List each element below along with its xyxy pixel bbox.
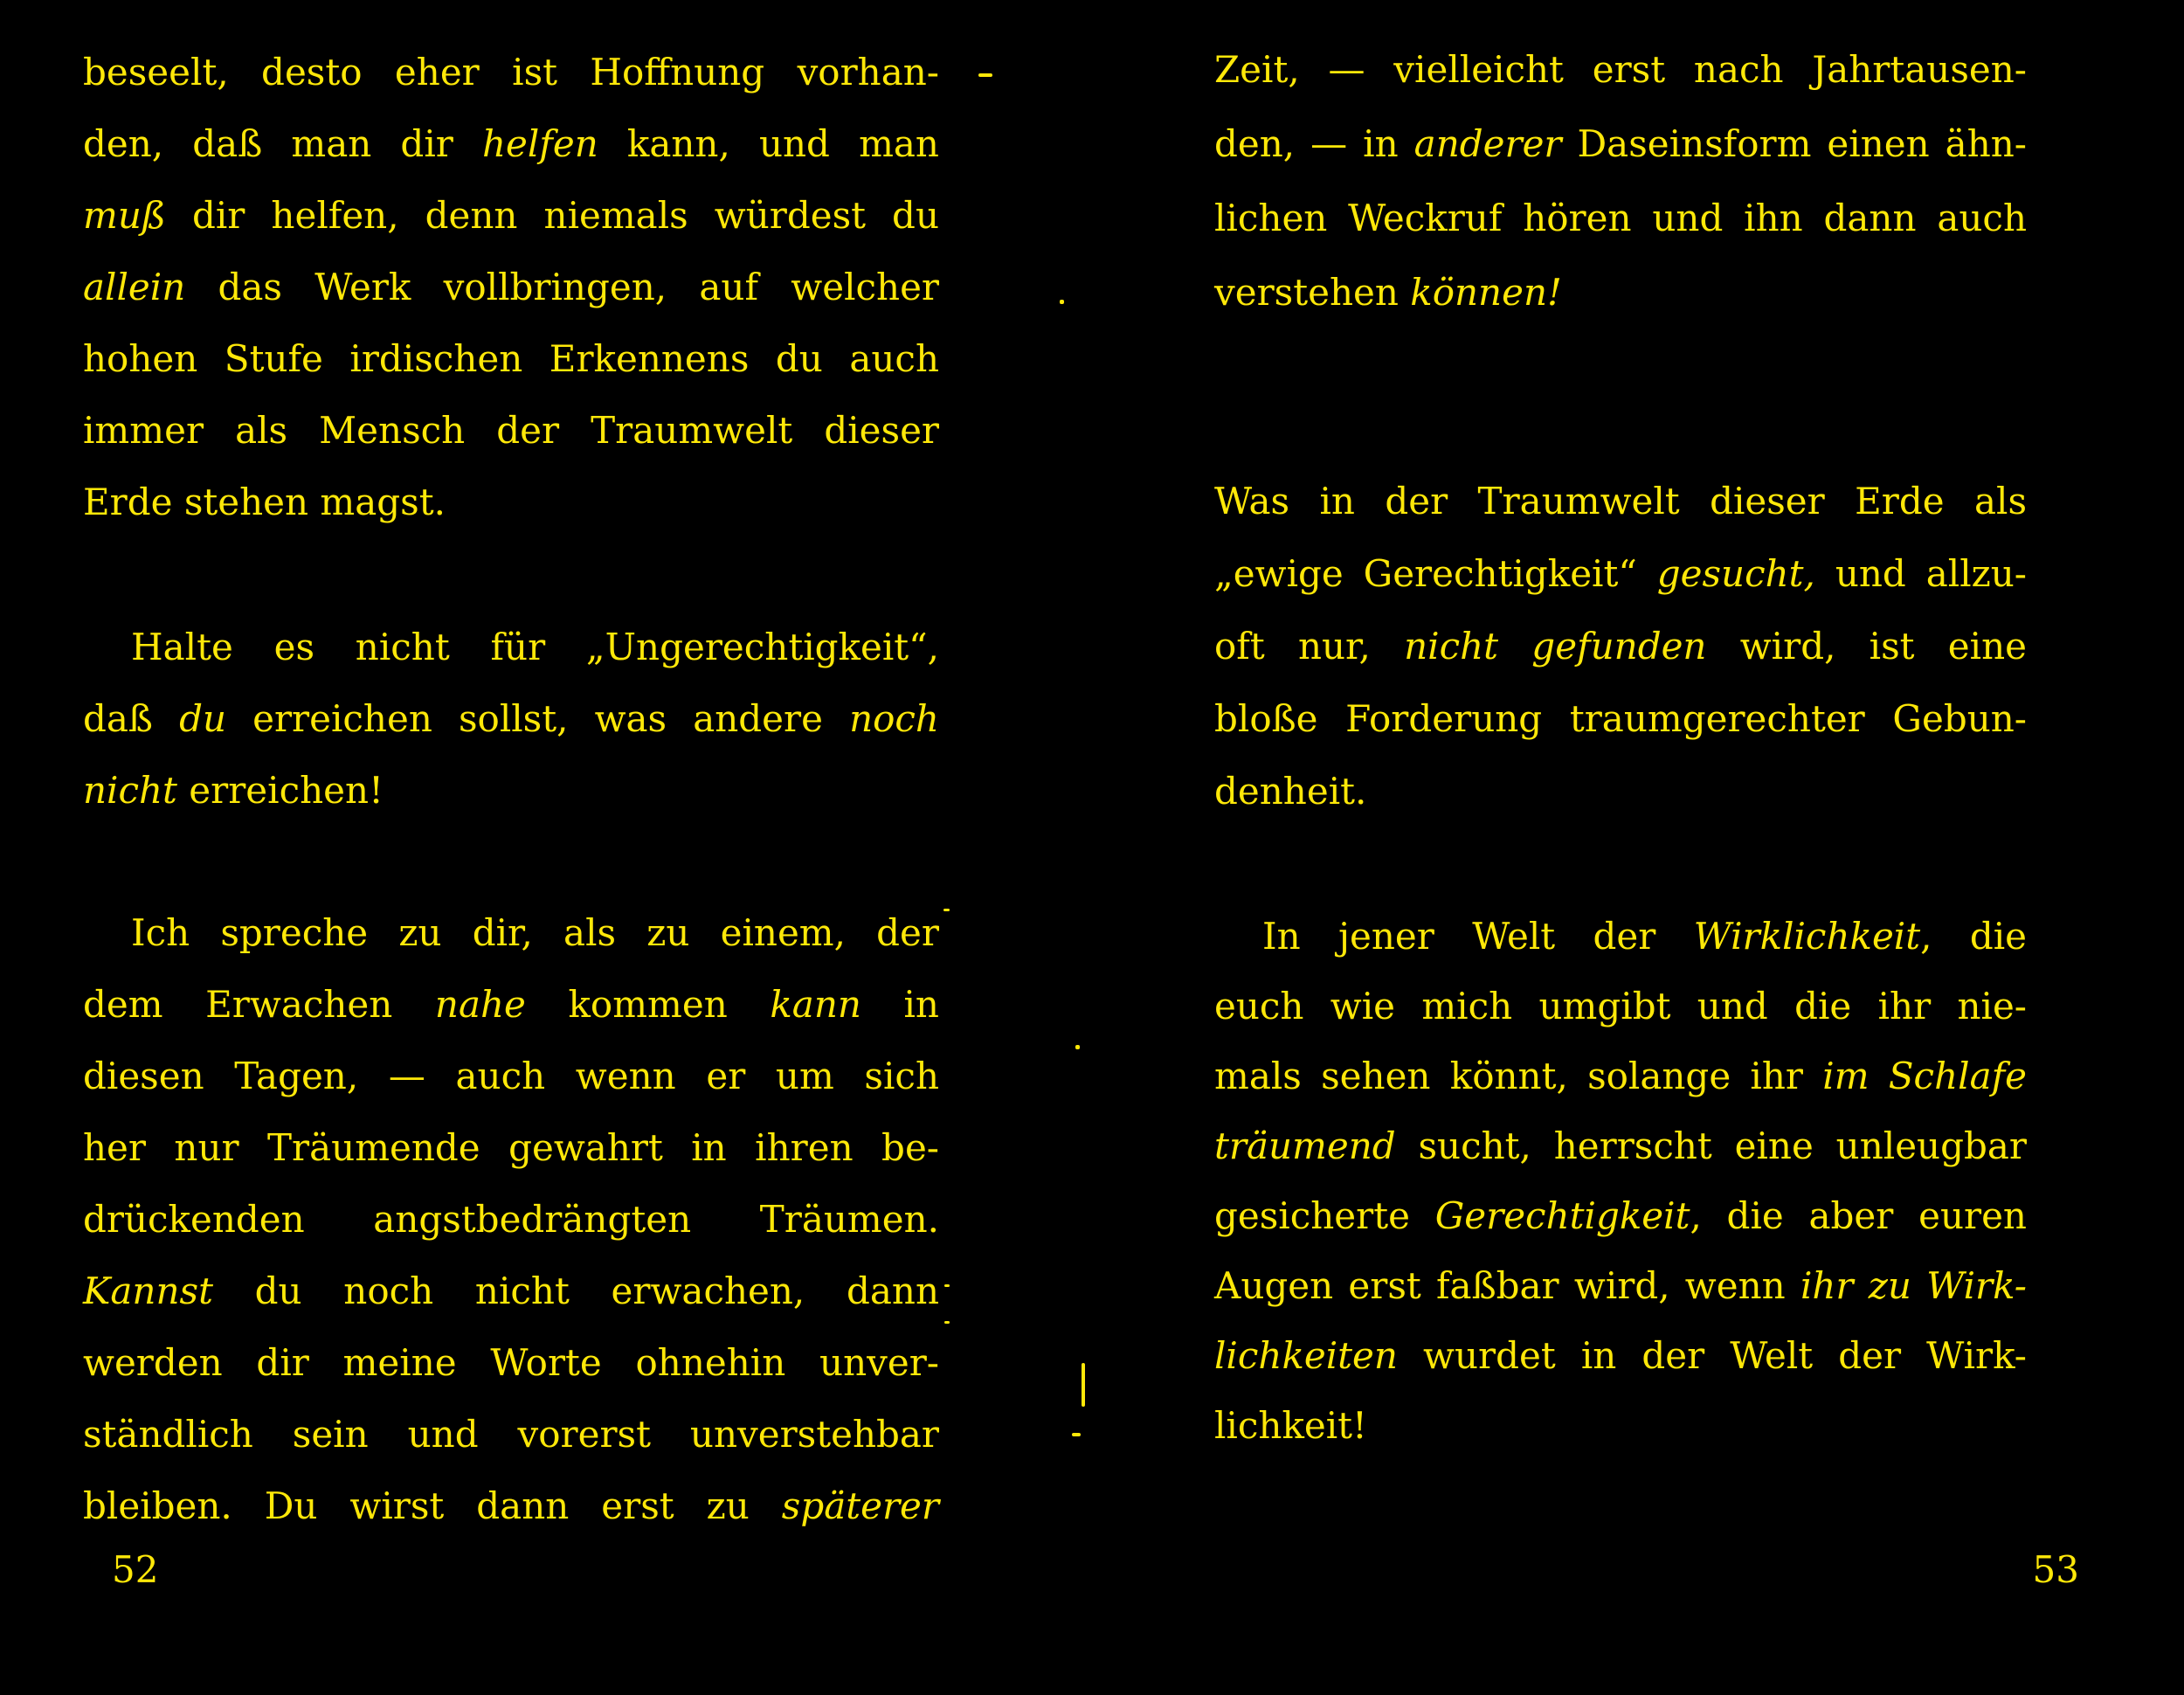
text-line: [83, 1327, 939, 1399]
emphasized-text: im Schlafe: [1822, 1055, 2028, 1097]
emphasized-text: Wirklichkeit: [1693, 915, 1921, 958]
text-run: kann, und man: [598, 122, 939, 165]
emphasized-text: allein: [83, 266, 186, 308]
text-line: [83, 108, 939, 180]
text-line: [1214, 1321, 2027, 1391]
text-run: mals sehen könnt, solange ihr: [1214, 1055, 1823, 1097]
text-line: [83, 1256, 939, 1327]
text-line: [83, 252, 939, 323]
text-line: [83, 180, 939, 252]
text-line: [1214, 610, 2027, 682]
emphasized-text: späterer: [781, 1484, 939, 1527]
text-run: „ewige Gerechtigkeit“: [1214, 552, 1657, 595]
text-run: drückenden angstbedrängten Träumen.: [83, 1198, 939, 1241]
paragraph: [1214, 465, 2027, 827]
emphasized-text: nahe: [434, 983, 526, 1026]
text-line: [83, 395, 939, 467]
text-run: den, — in: [1214, 122, 1414, 165]
left-page-number: 52: [112, 1548, 159, 1591]
emphasized-text: nicht: [83, 769, 177, 812]
paragraph: [1214, 32, 2027, 329]
text-line: [1214, 972, 2027, 1041]
text-run: bloße Forderung traumgerechter Gebun-: [1214, 697, 2027, 740]
text-run: ständlich sein und vorerst unverstehbar: [83, 1413, 939, 1456]
text-run: Halte es nicht für „Ungerechtigkeit“,: [131, 626, 939, 668]
scan-speck: [1075, 1045, 1080, 1049]
right-page-number: 53: [2032, 1548, 2079, 1591]
emphasized-text: träumend: [1214, 1124, 1396, 1167]
text-line: [1214, 1041, 2027, 1111]
emphasized-text: Gerechtigkeit: [1434, 1194, 1690, 1237]
text-run: kommen: [525, 983, 771, 1026]
paragraph: [1214, 902, 2027, 1461]
scan-speck: [944, 1284, 950, 1287]
paragraph: [83, 897, 939, 1542]
text-run: bleiben. Du wirst dann erst zu: [83, 1484, 782, 1527]
scan-speck: [1072, 1433, 1081, 1436]
text-line: [1214, 902, 2027, 972]
text-run: Erde stehen magst.: [83, 481, 446, 523]
scan-speck: [1060, 300, 1064, 304]
emphasized-text: Kannst: [83, 1270, 213, 1312]
text-run: den, daß man dir: [83, 122, 482, 165]
text-run: wird, ist eine: [1706, 625, 2027, 668]
text-line: [1214, 1111, 2027, 1181]
text-line: [83, 323, 939, 395]
right-page-column: [1214, 32, 2027, 1461]
text-run: hohen Stufe irdischen Erkennens du auch: [83, 337, 939, 380]
text-run: lichkeit!: [1214, 1404, 1367, 1447]
text-run: diesen Tagen, — auch wenn er um sich: [83, 1055, 939, 1097]
emphasized-text: noch: [849, 697, 939, 740]
text-line: [1214, 107, 2027, 181]
text-line: [83, 1470, 939, 1542]
left-page-column: [83, 37, 939, 1542]
text-line: [83, 1399, 939, 1470]
text-run: werden dir meine Worte ohnehin unver-: [83, 1341, 939, 1384]
text-line: [83, 969, 939, 1041]
text-line: [83, 612, 939, 683]
text-line: [83, 1041, 939, 1112]
text-run: euch wie mich umgibt und die ihr nie-: [1214, 985, 2027, 1027]
text-run: immer als Mensch der Traumwelt dieser: [83, 409, 939, 452]
emphasized-text: du: [179, 697, 227, 740]
text-run: in: [860, 983, 939, 1026]
paragraph: [83, 612, 939, 827]
text-line: [83, 467, 939, 538]
text-run: oft nur,: [1214, 625, 1405, 668]
emphasized-text: kann: [770, 983, 861, 1026]
emphasized-text: nicht gefunden: [1404, 625, 1707, 668]
emphasized-text: gesucht,: [1656, 552, 1815, 595]
scan-speck: [978, 73, 992, 77]
text-line: [83, 37, 939, 108]
text-run: dem Erwachen: [83, 983, 435, 1026]
text-line: [1214, 1251, 2027, 1321]
text-line: [1214, 32, 2027, 107]
text-run: Was in der Traumwelt dieser Erde als: [1214, 480, 2027, 522]
paragraph: [83, 37, 939, 538]
text-run: her nur Träumende gewahrt in ihren be-: [83, 1126, 939, 1169]
emphasized-text: helfen: [481, 122, 598, 165]
text-run: Zeit, — vielleicht erst nach Jahrtausen-: [1214, 48, 2027, 91]
text-line: [1214, 255, 2027, 329]
text-run: du noch nicht erwachen, dann: [212, 1270, 939, 1312]
scan-speck: [944, 1321, 950, 1324]
text-run: Augen erst faßbar wird, wenn: [1214, 1264, 1800, 1307]
text-run: und allzu-: [1814, 552, 2027, 595]
text-line: [1214, 537, 2027, 610]
text-run: denheit.: [1214, 770, 1367, 813]
text-line: [83, 1112, 939, 1184]
text-line: [1214, 181, 2027, 255]
emphasized-text: lichkeiten: [1214, 1334, 1398, 1377]
text-run: Ich spreche zu dir, als zu einem, der: [131, 911, 939, 954]
text-run: dir helfen, denn niemals würdest du: [165, 194, 939, 237]
emphasized-text: können!: [1410, 271, 1562, 314]
text-line: [83, 897, 939, 969]
scan-speck: [1082, 1363, 1085, 1407]
text-run: sucht, herrscht eine unleugbar: [1395, 1124, 2027, 1167]
text-line: [83, 1184, 939, 1256]
emphasized-text: muß: [83, 194, 166, 237]
text-line: [1214, 1391, 2027, 1461]
text-run: lichen Weckruf hören und ihn dann auch: [1214, 197, 2027, 239]
emphasized-text: anderer: [1413, 122, 1562, 165]
text-line: [1214, 1181, 2027, 1251]
text-line: [83, 683, 939, 755]
text-line: [1214, 682, 2027, 755]
scan-speck: [943, 909, 950, 911]
text-run: das Werk vollbringen, auf welcher: [185, 266, 939, 308]
text-run: wurdet in der Welt der Wirk-: [1397, 1334, 2027, 1377]
text-run: verstehen: [1214, 271, 1411, 314]
text-run: , die: [1920, 915, 2028, 958]
text-run: erreichen!: [176, 769, 384, 812]
text-run: beseelt, desto eher ist Hoffnung vorhan-: [83, 51, 939, 93]
text-run: Daseinsform einen ähn-: [1561, 122, 2027, 165]
text-line: [1214, 755, 2027, 827]
text-run: gesicherte: [1214, 1194, 1435, 1237]
text-run: erreichen sollst, was andere: [226, 697, 850, 740]
text-line: [1214, 465, 2027, 537]
text-line: [83, 755, 939, 827]
text-run: , die aber euren: [1690, 1194, 2027, 1237]
text-run: In jener Welt der: [1262, 915, 1694, 958]
emphasized-text: ihr zu Wirk-: [1800, 1264, 2027, 1307]
text-run: daß: [83, 697, 180, 740]
